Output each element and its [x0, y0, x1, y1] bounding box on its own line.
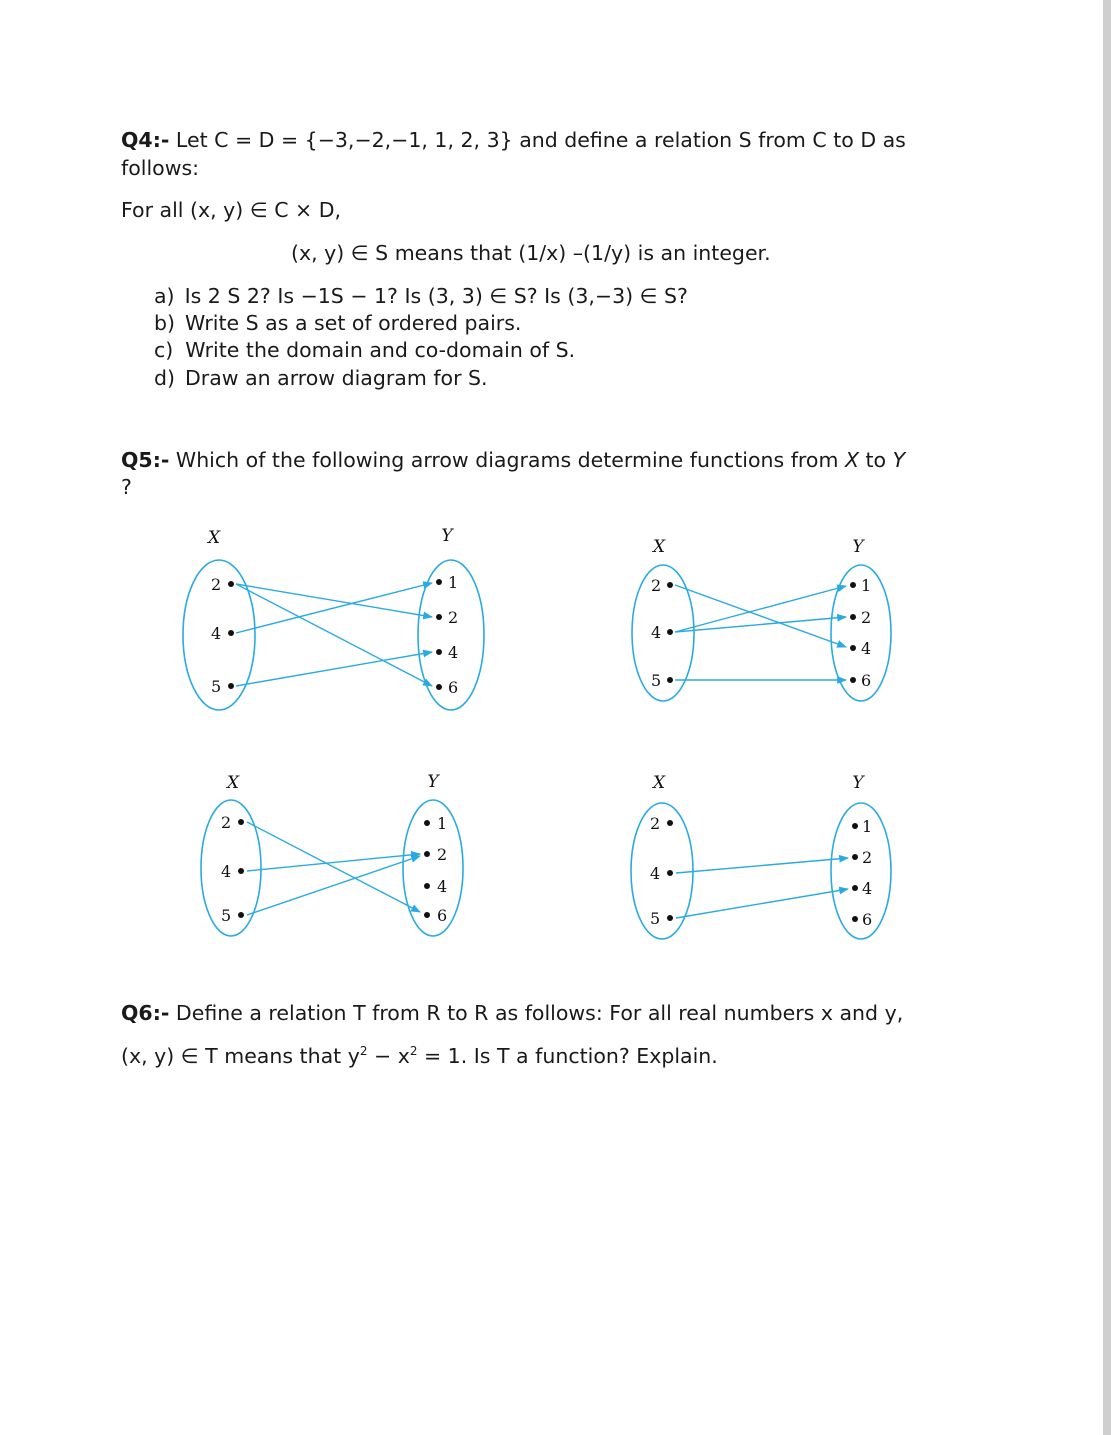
arrow: [676, 858, 848, 873]
q4-definition: (x, y) ∈ S means that (1/x) –(1/y) is an integer.: [291, 241, 771, 265]
list-text: Draw an arrow diagram for S.: [185, 366, 488, 390]
y-value-6: 6: [448, 678, 459, 697]
x-value-4: 4: [650, 864, 661, 883]
q5-line2: ?: [121, 475, 132, 499]
x-value-2: 2: [650, 814, 661, 833]
arrow-diagram-4: [610, 765, 910, 950]
y-value-2: 2: [862, 848, 873, 867]
y-value-6: 6: [437, 906, 448, 925]
arrow: [247, 854, 420, 871]
arrow-diagram-2: [610, 530, 910, 710]
y-set-label: Y: [852, 537, 864, 557]
y-value-1: 1: [862, 817, 873, 836]
y-point: [424, 851, 430, 857]
x-point: [228, 581, 234, 587]
x-set-label: X: [226, 773, 240, 793]
q4-label: Q4:-: [121, 128, 170, 152]
x-value-2: 2: [211, 575, 222, 594]
y-point: [436, 579, 442, 585]
y-value-1: 1: [861, 576, 872, 595]
x-value-5: 5: [650, 909, 661, 928]
arrow: [676, 889, 848, 918]
q4-line2: follows:: [121, 156, 200, 180]
arrow: [236, 584, 432, 686]
x-point: [228, 630, 234, 636]
list-marker: b): [154, 311, 176, 335]
arrow: [247, 822, 420, 912]
x-set-label: X: [652, 537, 666, 557]
q4-item-c: [154, 337, 575, 364]
x-point: [667, 870, 673, 876]
q5-label: Q5:-: [121, 448, 170, 472]
y-point: [850, 582, 856, 588]
y-point: [852, 885, 858, 891]
q4-text: Let C = D = {−3,−2,−1, 1, 2, 3} and define a relation S from C to D as: [169, 128, 906, 152]
q4-item-b: [154, 310, 521, 337]
superscript: 2: [409, 1044, 418, 1059]
y-point: [436, 649, 442, 655]
list-marker: a): [154, 284, 175, 308]
q5-y-var: Y: [892, 448, 906, 472]
y-set-label: Y: [852, 773, 864, 793]
q5-line1: [121, 447, 905, 474]
x-point: [667, 677, 673, 683]
x-point: [228, 683, 234, 689]
y-set-ellipse: [403, 800, 463, 936]
x-set-ellipse: [631, 803, 693, 939]
y-value-1: 1: [448, 573, 459, 592]
y-value-6: 6: [862, 910, 873, 929]
y-point: [436, 684, 442, 690]
x-point: [667, 820, 673, 826]
y-value-2: 2: [437, 845, 448, 864]
q6-text: Define a relation T from R to R as follows: For all real numbers x and y,: [169, 1001, 904, 1025]
x-point: [667, 915, 673, 921]
q6-text-b: − x: [367, 1044, 410, 1068]
q6-line2: [121, 1043, 718, 1070]
y-point: [436, 614, 442, 620]
arrow-diagram-1: [170, 520, 500, 720]
x-set-label: X: [652, 773, 666, 793]
arrow: [236, 584, 432, 617]
x-point: [238, 868, 244, 874]
y-point: [424, 883, 430, 889]
x-value-4: 4: [211, 624, 222, 643]
arrow-diagram-3: [180, 765, 480, 950]
x-value-2: 2: [221, 813, 232, 832]
x-value-5: 5: [221, 906, 232, 925]
y-point: [852, 916, 858, 922]
y-point: [852, 854, 858, 860]
y-point: [852, 823, 858, 829]
list-marker: c): [154, 338, 174, 362]
y-value-4: 4: [861, 639, 872, 658]
x-point: [238, 912, 244, 918]
y-value-2: 2: [448, 608, 459, 627]
x-point: [667, 582, 673, 588]
x-point: [238, 819, 244, 825]
q4-item-a: [154, 283, 688, 310]
arrow: [236, 583, 432, 633]
q6-text-c: = 1. Is T a function? Explain.: [417, 1044, 718, 1068]
q6-line1: [121, 1000, 903, 1027]
y-point: [850, 614, 856, 620]
q6-text-a: (x, y) ∈ T means that y: [121, 1044, 360, 1068]
y-point: [850, 645, 856, 651]
x-value-2: 2: [651, 576, 662, 595]
x-value-4: 4: [221, 862, 232, 881]
y-point: [424, 912, 430, 918]
q5-x-var: X: [844, 448, 859, 472]
list-text: Write S as a set of ordered pairs.: [185, 311, 522, 335]
scrollbar[interactable]: [1103, 0, 1111, 1435]
arrow: [236, 652, 432, 686]
y-value-1: 1: [437, 814, 448, 833]
y-set-label: Y: [441, 526, 453, 546]
q5-text-mid: to: [858, 448, 893, 472]
list-text: Is 2 S 2? Is −1S − 1? Is (3, 3) ∈ S? Is (3,−3) ∈ S?: [184, 284, 688, 308]
list-text: Write the domain and co-domain of S.: [185, 338, 576, 362]
q4-item-d: [154, 365, 488, 392]
q4-line1: [121, 127, 906, 154]
arrow: [247, 856, 420, 915]
y-set-ellipse: [831, 803, 891, 939]
y-point: [850, 677, 856, 683]
y-point: [424, 820, 430, 826]
x-set-label: X: [207, 528, 221, 548]
x-value-5: 5: [651, 671, 662, 690]
superscript: 2: [359, 1044, 368, 1059]
q5-text: Which of the following arrow diagrams determine functions from: [169, 448, 845, 472]
x-value-5: 5: [211, 677, 222, 696]
x-value-4: 4: [651, 623, 662, 642]
q4-forall: For all (x, y) ∈ C × D,: [121, 198, 342, 222]
y-value-4: 4: [448, 643, 459, 662]
q6-label: Q6:-: [121, 1001, 170, 1025]
y-value-2: 2: [861, 608, 872, 627]
arrow: [675, 585, 846, 647]
y-value-4: 4: [862, 879, 873, 898]
y-value-4: 4: [437, 877, 448, 896]
x-point: [667, 629, 673, 635]
y-set-label: Y: [427, 772, 439, 792]
list-marker: d): [154, 366, 176, 390]
y-value-6: 6: [861, 671, 872, 690]
